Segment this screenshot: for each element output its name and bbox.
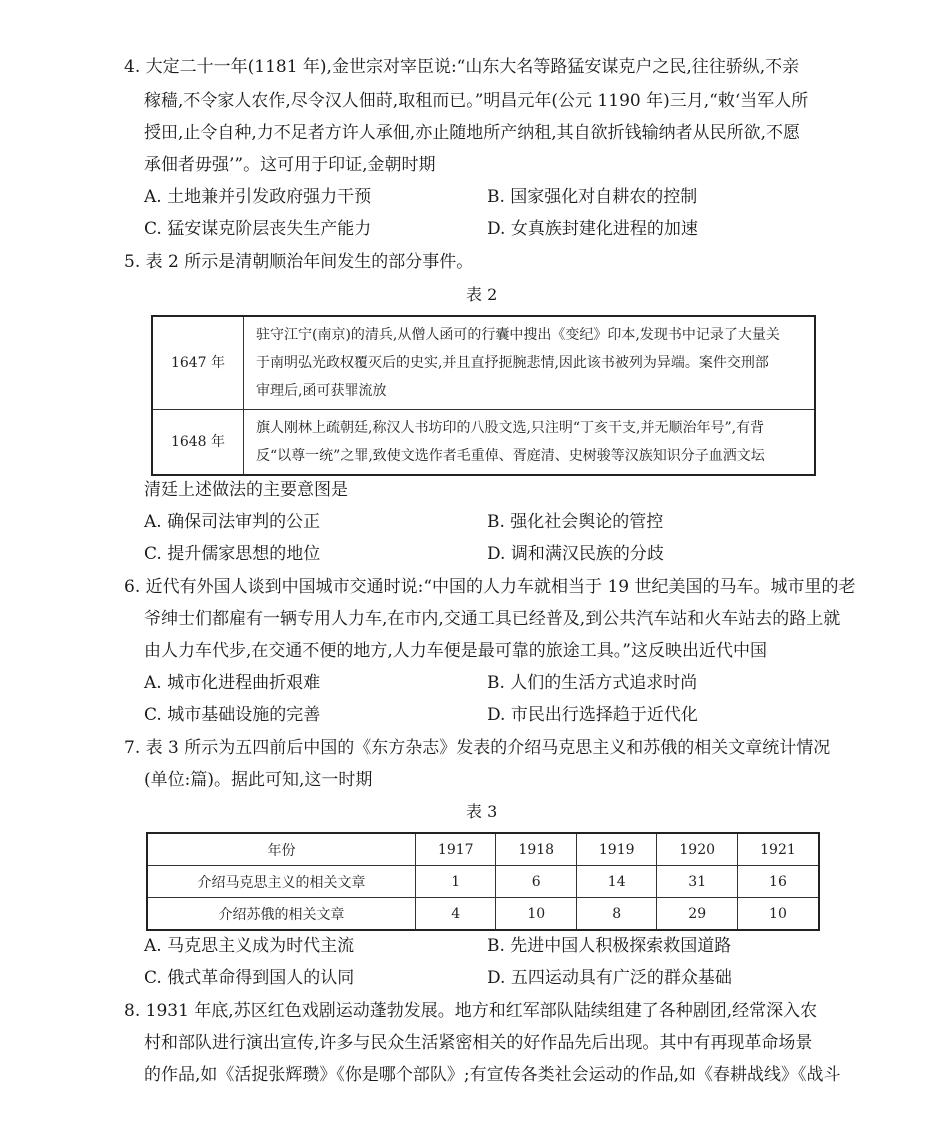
table-row xyxy=(152,316,815,410)
table-cell: 31 xyxy=(657,866,737,898)
q7-option-d: D. 五四运动具有广泛的群众基础 xyxy=(487,968,732,988)
table-row xyxy=(152,410,815,476)
table-2 xyxy=(151,315,816,476)
q4-line-1: 4. 大定二十一年(1181 年),金世宗对宰臣说:“山东大名等路猛安谋克户之民,往往骄纵,不亲 xyxy=(124,57,800,77)
q6-option-b: B. 人们的生活方式追求时尚 xyxy=(487,673,698,693)
table-2-year-1648: 1648 年 xyxy=(152,410,244,476)
q4-line-3: 授田,止令自种,力不足者方许人承佃,亦止随地所产纳租,其自欲折钱输纳者从民所欲,不愿 xyxy=(144,123,801,143)
table-header-cell: 1920 xyxy=(657,833,737,866)
q5-question: 清廷上述做法的主要意图是 xyxy=(144,480,348,500)
q4-option-b: B. 国家强化对自耕农的控制 xyxy=(487,187,698,207)
table-2-event-1647 xyxy=(244,316,816,410)
q7-line-1: 7. 表 3 所示为五四前后中国的《东方杂志》发表的介绍马克思主义和苏俄的相关文章统计情况 xyxy=(124,738,831,758)
q6-option-c: C. 城市基础设施的完善 xyxy=(144,705,321,725)
table-2-caption: 表 2 xyxy=(466,285,498,304)
table-cell: 介绍苏俄的相关文章 xyxy=(147,898,416,931)
q6-line-3: 由人力车代步,在交通不便的地方,人力车便是最可靠的旅途工具。”这反映出近代中国 xyxy=(144,641,767,661)
q8-line-2: 村和部队进行演出宣传,许多与民众生活紧密相关的好作品先后出现。其中有再现革命场景 xyxy=(144,1033,813,1053)
table-row xyxy=(147,898,819,931)
q4-line-2: 稼穑,不令家人农作,尽令汉人佃莳,取租而已。”明昌元年(公元 1190 年)三月,“敕‘当军人所 xyxy=(144,91,809,111)
q6-option-d: D. 市民出行选择趋于近代化 xyxy=(487,705,698,725)
table-3-caption: 表 3 xyxy=(466,802,498,821)
q6-option-a: A. 城市化进程曲折艰难 xyxy=(144,673,321,693)
table-cell: 8 xyxy=(576,898,656,931)
q5-option-b: B. 强化社会舆论的管控 xyxy=(487,512,664,532)
q8-line-1: 8. 1931 年底,苏区红色戏剧运动蓬勃发展。地方和红军部队陆续组建了各种剧团,经常深入农 xyxy=(124,1001,818,1021)
table-header-cell: 年份 xyxy=(147,833,416,866)
event-line: 于南明弘光政权覆灭后的史实,并且直抒扼腕悲情,因此该书被列为异端。案件交刑部 xyxy=(256,355,769,371)
q7-option-b: B. 先进中国人积极探索救国道路 xyxy=(487,936,732,956)
table-cell: 4 xyxy=(416,898,496,931)
q7-option-c: C. 俄式革命得到国人的认同 xyxy=(144,968,355,988)
table-cell: 10 xyxy=(496,898,576,931)
table-cell: 介绍马克思主义的相关文章 xyxy=(147,866,416,898)
table-header-cell: 1921 xyxy=(737,833,819,866)
q7-line-2: (单位:篇)。据此可知,这一时期 xyxy=(144,770,373,790)
table-cell: 10 xyxy=(737,898,819,931)
event-line: 驻守江宁(南京)的清兵,从僧人函可的行囊中搜出《变纪》印本,发现书中记录了大量关 xyxy=(256,327,780,343)
q5-intro: 5. 表 2 所示是清朝顺治年间发生的部分事件。 xyxy=(124,252,474,272)
q4-option-d: D. 女真族封建化进程的加速 xyxy=(487,219,698,239)
table-cell: 14 xyxy=(576,866,656,898)
table-header-cell: 1917 xyxy=(416,833,496,866)
table-header-cell: 1918 xyxy=(496,833,576,866)
q5-option-d: D. 调和满汉民族的分歧 xyxy=(487,544,664,564)
q5-option-a: A. 确保司法审判的公正 xyxy=(144,512,321,532)
table-3 xyxy=(146,832,820,931)
q7-option-a: A. 马克思主义成为时代主流 xyxy=(144,936,355,956)
event-line: 审理后,函可获罪流放 xyxy=(256,383,387,399)
event-line: 旗人刚林上疏朝廷,称汉人书坊印的八股文选,只注明“丁亥干支,并无顺治年号”,有背 xyxy=(256,420,765,436)
table-row xyxy=(147,866,819,898)
q6-line-2: 爷绅士们都雇有一辆专用人力车,在市内,交通工具已经普及,到公共汽车站和火车站去的路上就 xyxy=(144,609,841,629)
q5-option-c: C. 提升儒家思想的地位 xyxy=(144,544,321,564)
table-2-year-1647: 1647 年 xyxy=(152,316,244,410)
table-cell: 16 xyxy=(737,866,819,898)
table-cell: 6 xyxy=(496,866,576,898)
table-cell: 29 xyxy=(657,898,737,931)
table-header-row xyxy=(147,833,819,866)
q6-line-1: 6. 近代有外国人谈到中国城市交通时说:“中国的人力车就相当于 19 世纪美国的马车。城市里的老 xyxy=(124,577,856,597)
q4-option-a: A. 土地兼并引发政府强力干预 xyxy=(144,187,372,207)
q4-line-4: 承佃者毋强’”。这可用于印证,金朝时期 xyxy=(144,155,436,175)
table-cell: 1 xyxy=(416,866,496,898)
table-2-event-1648 xyxy=(244,410,816,476)
event-line: 反“以尊一统”之罪,致使文选作者毛重倬、胥庭清、史树骏等汉族知识分子血洒文坛 xyxy=(256,448,765,464)
q8-line-3: 的作品,如《活捉张辉瓒》《你是哪个部队》;有宣传各类社会运动的作品,如《春耕战线》《战斗 xyxy=(144,1065,841,1085)
table-header-cell: 1919 xyxy=(576,833,656,866)
q4-option-c: C. 猛安谋克阶层丧失生产能力 xyxy=(144,219,372,239)
